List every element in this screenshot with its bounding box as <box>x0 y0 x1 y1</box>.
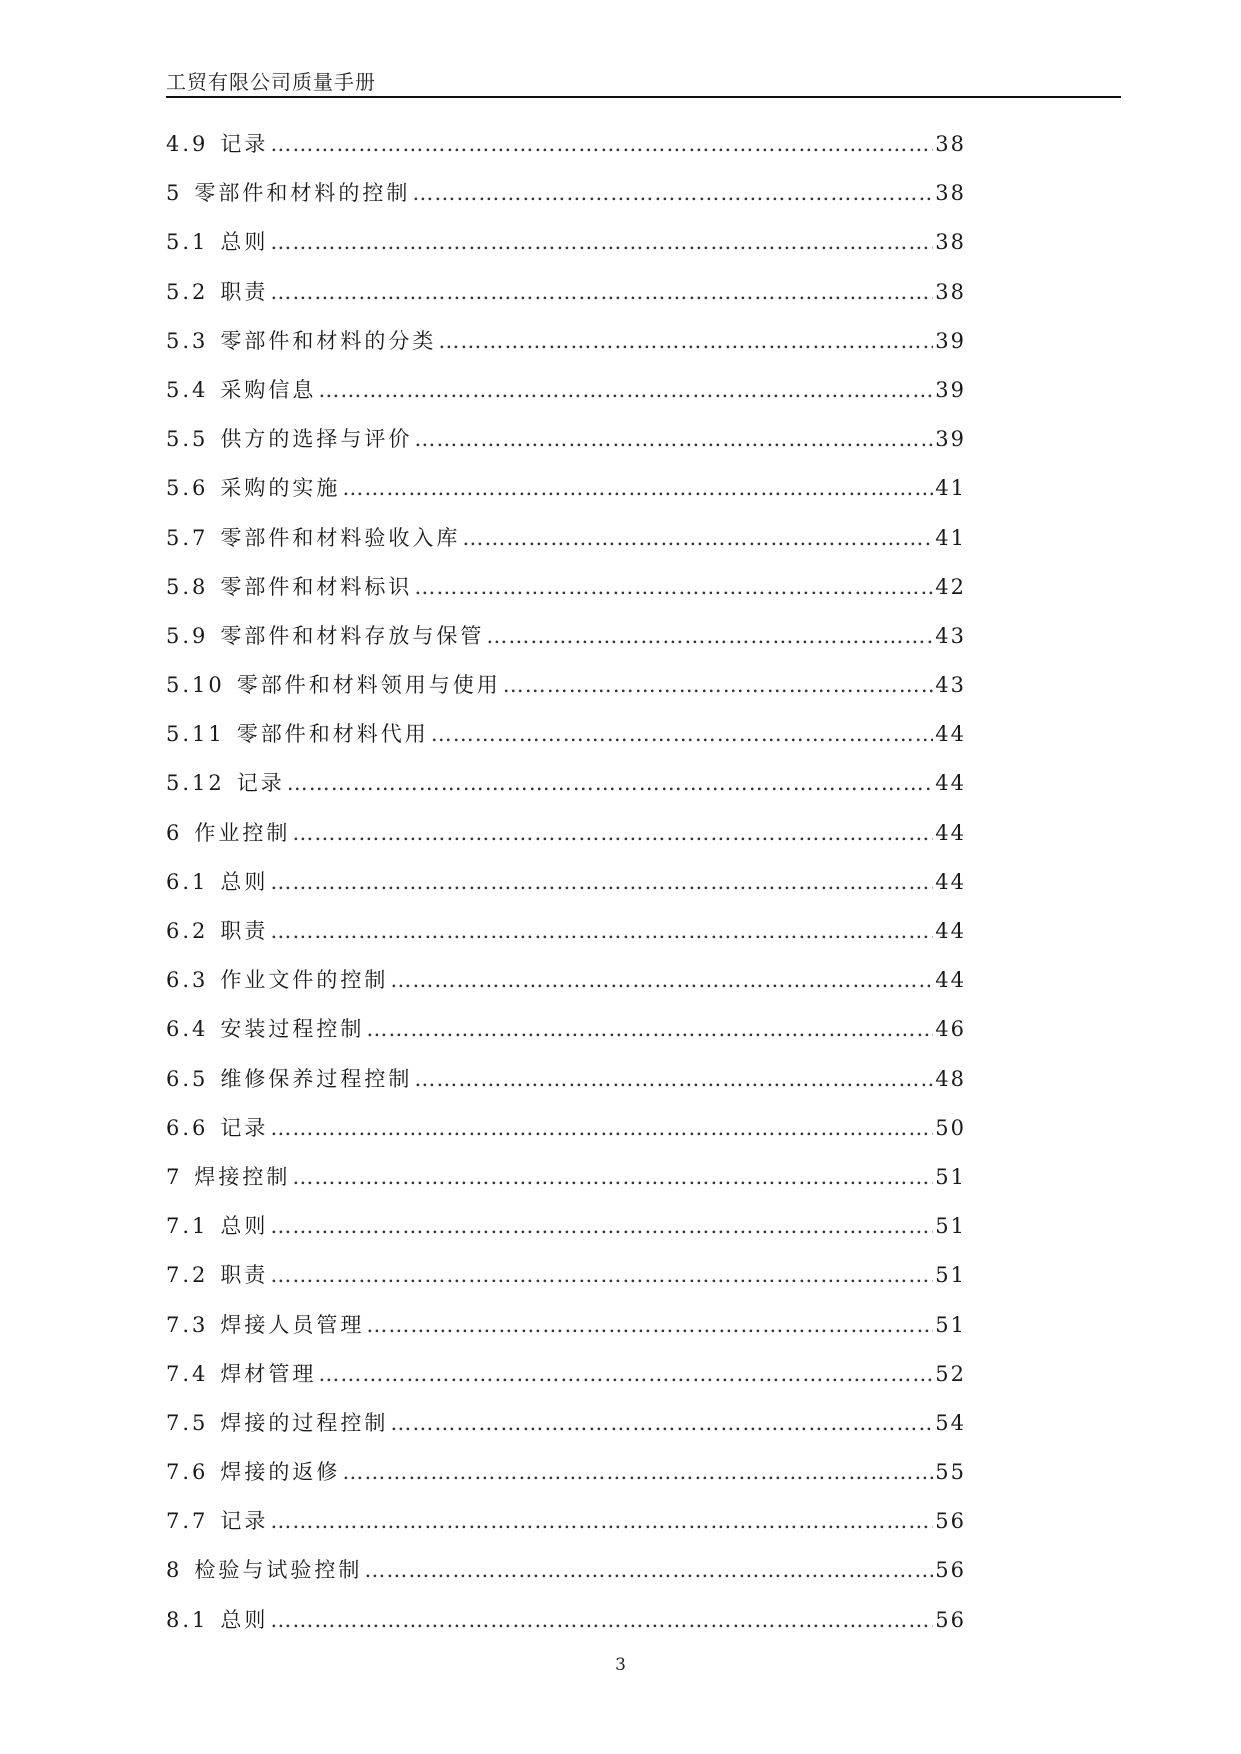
toc-entry-page: 38 <box>935 181 966 206</box>
toc-entry-page: 41 <box>935 476 966 501</box>
toc-entry-number: 6.5 <box>166 1066 209 1091</box>
toc-dot-leader <box>270 1251 933 1300</box>
toc-entry-number: 5.3 <box>166 328 209 353</box>
toc-entry-number: 6.4 <box>166 1017 209 1042</box>
toc-entry-page: 39 <box>935 377 966 402</box>
toc-dot-leader <box>438 317 933 366</box>
toc-dot-leader <box>270 268 933 317</box>
toc-entry[interactable] <box>166 218 966 267</box>
toc-dot-leader <box>431 710 934 759</box>
toc-entry-number: 5.6 <box>166 476 209 501</box>
toc-entry-title: 安装过程控制 <box>220 1017 365 1042</box>
toc-dot-leader <box>414 563 933 612</box>
toc-entry[interactable] <box>166 1251 966 1300</box>
toc-entry-number: 6.2 <box>166 919 209 943</box>
toc-entry-number: 4.9 <box>166 132 209 156</box>
toc-entry[interactable] <box>166 858 966 907</box>
toc-entry[interactable] <box>166 956 966 1005</box>
toc-dot-leader <box>270 1104 933 1153</box>
toc-entry[interactable] <box>166 661 966 710</box>
toc-entry-number: 5.12 <box>166 771 225 796</box>
toc-entry-title: 总则 <box>220 1214 269 1239</box>
toc-entry-title: 职责 <box>220 1263 269 1288</box>
toc-entry-title: 总则 <box>220 230 269 255</box>
toc-entry-title: 零部件和材料领用与使用 <box>236 673 501 698</box>
toc-dot-leader <box>318 366 933 415</box>
toc-entry[interactable] <box>166 514 966 563</box>
toc-entry-page: 41 <box>935 525 966 550</box>
toc-entry-number: 5.10 <box>166 673 225 698</box>
toc-entry[interactable] <box>166 120 966 169</box>
toc-entry-number: 5.4 <box>166 377 209 402</box>
toc-entry-number: 5.7 <box>166 525 209 550</box>
toc-dot-leader <box>287 759 934 808</box>
toc-entry-title: 总则 <box>220 1607 269 1632</box>
toc-entry-title: 总则 <box>220 869 269 894</box>
toc-dot-leader <box>292 1153 933 1202</box>
toc-entry-page: 54 <box>935 1410 966 1435</box>
toc-entry-number: 7.4 <box>166 1361 209 1386</box>
toc-entry-page: 56 <box>935 1509 966 1534</box>
toc-entry-page: 38 <box>935 132 966 156</box>
toc-entry-number: 7.6 <box>166 1460 209 1485</box>
toc-entry[interactable] <box>166 1448 966 1497</box>
toc-entry-page: 44 <box>935 968 966 993</box>
toc-entry-title: 采购的实施 <box>220 476 341 501</box>
header-title: 工贸有限公司质量手册 <box>166 70 376 94</box>
toc-entry[interactable] <box>166 612 966 661</box>
toc-entry[interactable] <box>166 415 966 464</box>
toc-entry-number: 6.3 <box>166 968 209 993</box>
toc-dot-leader <box>366 1301 933 1350</box>
toc-entry-page: 48 <box>935 1066 966 1091</box>
toc-entry[interactable] <box>166 1202 966 1251</box>
toc-entry-page: 44 <box>935 722 966 747</box>
toc-dot-leader <box>270 1596 933 1645</box>
toc-entry-page: 39 <box>935 328 966 353</box>
toc-entry[interactable] <box>166 317 966 366</box>
toc-entry-number: 6.6 <box>166 1115 209 1140</box>
toc-entry[interactable] <box>166 268 966 317</box>
toc-entry[interactable] <box>166 1596 966 1645</box>
toc-entry-number: 7.7 <box>166 1509 209 1534</box>
toc-entry-page: 56 <box>935 1607 966 1632</box>
toc-dot-leader <box>414 415 933 464</box>
toc-entry-page: 38 <box>935 230 966 255</box>
toc-entry-title: 零部件和材料标识 <box>220 574 413 599</box>
toc-dot-leader <box>503 661 934 710</box>
toc-entry-number: 7.1 <box>166 1214 209 1239</box>
toc-entry-title: 作业控制 <box>194 820 291 845</box>
toc-entry-title: 零部件和材料验收入库 <box>220 525 461 550</box>
toc-entry-title: 供方的选择与评价 <box>220 427 413 452</box>
toc-entry-page: 46 <box>935 1017 966 1042</box>
toc-entry[interactable] <box>166 464 966 513</box>
toc-entry-title: 记录 <box>236 771 285 796</box>
toc-dot-leader <box>270 218 933 267</box>
toc-entry-title: 记录 <box>220 1115 269 1140</box>
toc-entry[interactable] <box>166 1350 966 1399</box>
toc-entry-number: 6.1 <box>166 869 209 894</box>
toc-entry[interactable] <box>166 563 966 612</box>
toc-entry-page: 50 <box>935 1115 966 1140</box>
toc-entry-page: 44 <box>935 919 966 943</box>
toc-entry-title: 记录 <box>220 1509 269 1534</box>
toc-entry-page: 43 <box>935 673 966 698</box>
toc-entry-title: 焊接的返修 <box>220 1460 341 1485</box>
toc-entry-title: 零部件和材料代用 <box>236 722 429 747</box>
toc-entry[interactable] <box>166 1301 966 1350</box>
toc-entry-number: 5.9 <box>166 623 209 648</box>
toc-entry-page: 51 <box>935 1214 966 1239</box>
toc-dot-leader <box>270 120 933 169</box>
toc-entry[interactable] <box>166 1153 966 1202</box>
toc-entry-title: 采购信息 <box>220 377 317 402</box>
toc-entry-title: 检验与试验控制 <box>194 1558 363 1583</box>
toc-entry[interactable] <box>166 1546 966 1595</box>
page-number: 3 <box>615 1655 626 1675</box>
toc-entry-number: 5.2 <box>166 279 209 304</box>
toc-entry[interactable] <box>166 1104 966 1153</box>
table-of-contents <box>166 120 966 1645</box>
toc-entry[interactable] <box>166 759 966 808</box>
toc-entry-page: 44 <box>935 820 966 845</box>
toc-dot-leader <box>366 1005 933 1054</box>
toc-entry-page: 56 <box>935 1558 966 1583</box>
toc-entry-number: 7.5 <box>166 1410 209 1435</box>
toc-entry[interactable] <box>166 1005 966 1054</box>
toc-dot-leader <box>270 858 933 907</box>
toc-entry-number: 5.5 <box>166 427 209 452</box>
toc-dot-leader <box>342 464 933 513</box>
toc-entry[interactable] <box>166 710 966 759</box>
toc-entry[interactable] <box>166 1399 966 1448</box>
toc-entry-page: 43 <box>935 623 966 648</box>
toc-entry-title: 焊材管理 <box>220 1361 317 1386</box>
toc-entry-title: 焊接的过程控制 <box>220 1410 389 1435</box>
toc-entry-title: 焊接人员管理 <box>220 1312 365 1337</box>
toc-entry-title: 维修保养过程控制 <box>220 1066 413 1091</box>
toc-dot-leader <box>390 1399 933 1448</box>
toc-entry-number: 7 <box>166 1164 183 1189</box>
toc-entry-title: 零部件和材料的分类 <box>220 328 437 353</box>
toc-dot-leader <box>414 1055 933 1104</box>
toc-entry[interactable] <box>166 366 966 415</box>
toc-entry-page: 38 <box>935 279 966 304</box>
toc-entry-page: 51 <box>935 1263 966 1288</box>
toc-entry-title: 作业文件的控制 <box>220 968 389 993</box>
toc-entry-number: 7.3 <box>166 1312 209 1337</box>
toc-entry-number: 6 <box>166 820 183 845</box>
page-header <box>166 66 1121 96</box>
toc-entry-page: 51 <box>935 1164 966 1189</box>
toc-entry-page: 55 <box>935 1460 966 1485</box>
toc-entry-title: 零部件和材料存放与保管 <box>220 623 485 648</box>
toc-dot-leader <box>462 514 933 563</box>
toc-entry-page: 44 <box>935 869 966 894</box>
toc-entry-title: 焊接控制 <box>194 1164 291 1189</box>
toc-entry-number: 7.2 <box>166 1263 209 1288</box>
toc-entry-number: 8 <box>166 1558 183 1583</box>
toc-entry-title: 零部件和材料的控制 <box>194 181 411 206</box>
toc-dot-leader <box>292 809 933 858</box>
toc-entry-page: 44 <box>935 771 966 796</box>
header-divider <box>166 96 1121 98</box>
toc-dot-leader <box>270 1497 933 1546</box>
toc-dot-leader <box>412 169 933 218</box>
toc-entry-page: 42 <box>935 574 966 599</box>
toc-entry-number: 5.1 <box>166 230 209 255</box>
toc-entry-title: 职责 <box>220 279 269 304</box>
toc-dot-leader <box>270 907 933 956</box>
toc-dot-leader <box>342 1448 933 1497</box>
toc-entry-number: 5 <box>166 181 183 206</box>
toc-entry[interactable] <box>166 907 966 956</box>
toc-dot-leader <box>318 1350 933 1399</box>
toc-entry[interactable] <box>166 1497 966 1546</box>
toc-dot-leader <box>390 956 933 1005</box>
toc-dot-leader <box>486 612 933 661</box>
toc-dot-leader <box>364 1546 933 1595</box>
toc-entry-page: 51 <box>935 1312 966 1337</box>
toc-entry[interactable] <box>166 1055 966 1104</box>
toc-entry-page: 39 <box>935 427 966 452</box>
toc-entry-page: 52 <box>935 1361 966 1386</box>
toc-entry[interactable] <box>166 169 966 218</box>
toc-entry-number: 8.1 <box>166 1607 209 1632</box>
toc-entry-title: 职责 <box>220 919 269 943</box>
toc-dot-leader <box>270 1202 933 1251</box>
toc-entry-number: 5.8 <box>166 574 209 599</box>
toc-entry[interactable] <box>166 809 966 858</box>
toc-entry-title: 记录 <box>220 132 269 156</box>
toc-entry-number: 5.11 <box>166 722 225 747</box>
